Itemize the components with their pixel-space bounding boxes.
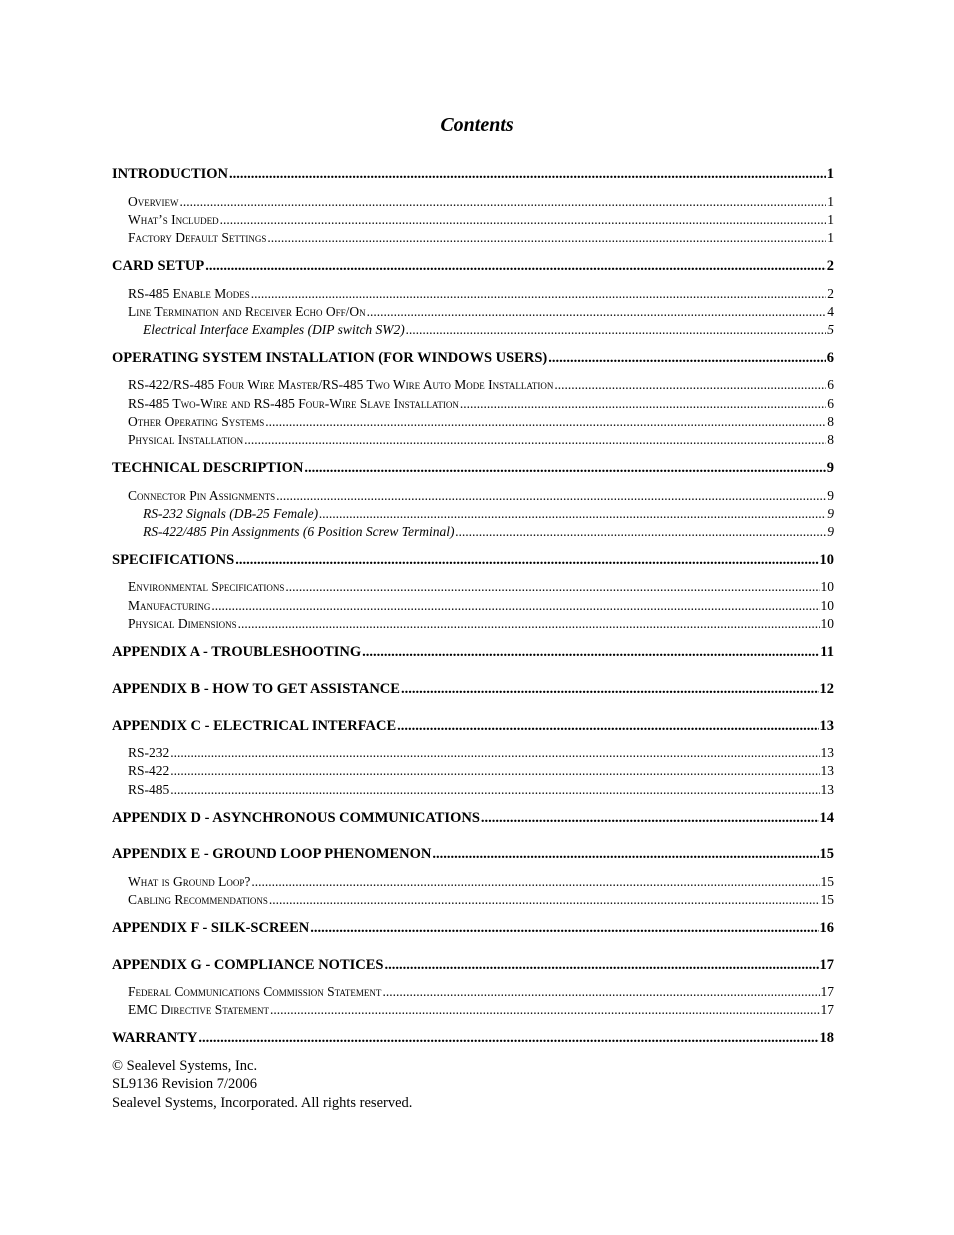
toc-entry-page: 12 xyxy=(819,681,834,697)
toc-entry-label: APPENDIX D - ASYNCHRONOUS COMMUNICATIONS xyxy=(112,810,480,826)
toc-entry-label: Overview xyxy=(128,194,179,209)
toc-entry[interactable] xyxy=(112,957,834,975)
toc-entry[interactable] xyxy=(128,230,834,246)
toc-leader-dots xyxy=(310,920,818,937)
toc-entry-page: 9 xyxy=(827,524,834,539)
toc-entry-page: 9 xyxy=(827,488,834,503)
toc-entry[interactable] xyxy=(143,322,834,338)
toc-leader-dots xyxy=(401,681,819,698)
toc-entry[interactable] xyxy=(112,718,834,736)
toc-leader-dots xyxy=(170,763,819,779)
toc-leader-dots xyxy=(367,304,827,320)
toc-entry[interactable] xyxy=(128,745,834,761)
page-title: Contents xyxy=(440,114,514,136)
toc-leader-dots xyxy=(170,745,819,761)
toc-entry-label: Cabling Recommendations xyxy=(128,892,268,907)
toc-entry[interactable] xyxy=(128,579,834,595)
toc-entry-page: 2 xyxy=(827,286,834,301)
toc-entry-page: 5 xyxy=(827,322,834,337)
toc-leader-dots xyxy=(319,506,826,522)
toc-entry-label: APPENDIX A - TROUBLESHOOTING xyxy=(112,644,362,660)
toc-entry-page: 13 xyxy=(819,718,834,734)
toc-entry-label: APPENDIX C - ELECTRICAL INTERFACE xyxy=(112,718,397,734)
footer xyxy=(112,1057,412,1112)
toc-leader-dots xyxy=(269,892,820,908)
toc-entry[interactable] xyxy=(128,194,834,210)
toc-entry-page: 1 xyxy=(827,212,834,227)
toc-entry-page: 6 xyxy=(827,396,834,411)
toc-entry-label: RS-422 xyxy=(128,763,170,778)
toc-leader-dots xyxy=(481,810,819,827)
toc-entry[interactable] xyxy=(128,396,834,412)
toc-leader-dots xyxy=(205,258,826,275)
toc-entry[interactable] xyxy=(112,846,834,864)
toc-entry[interactable] xyxy=(128,782,834,798)
toc-entry-label: Factory Default Settings xyxy=(128,230,267,245)
toc-entry-label: Federal Communications Commission Statement xyxy=(128,984,382,999)
toc-leader-dots xyxy=(406,322,826,338)
toc-entry[interactable] xyxy=(128,304,834,320)
toc-leader-dots xyxy=(385,957,819,974)
toc-entry[interactable] xyxy=(112,644,834,662)
footer-copyright: © Sealevel Systems, Inc. xyxy=(112,1058,258,1074)
toc-entry[interactable] xyxy=(143,506,834,522)
toc-entry[interactable] xyxy=(128,892,834,908)
toc-entry-page: 17 xyxy=(820,1002,834,1017)
toc-entry-label: Other Operating Systems xyxy=(128,414,265,429)
toc-entry[interactable] xyxy=(112,920,834,938)
toc-entry-label: APPENDIX G - COMPLIANCE NOTICES xyxy=(112,957,384,973)
toc-entry-label: Line Termination and Receiver Echo Off/On xyxy=(128,304,366,319)
toc-leader-dots xyxy=(397,718,818,735)
toc-entry-page: 1 xyxy=(827,230,834,245)
toc-entry-page: 8 xyxy=(827,432,834,447)
toc-leader-dots xyxy=(244,432,826,448)
toc-entry-page: 10 xyxy=(819,552,834,568)
toc-entry-page: 11 xyxy=(820,644,834,660)
toc-entry-label: What’s Included xyxy=(128,212,219,227)
toc-leader-dots xyxy=(251,874,819,890)
toc-entry-page: 6 xyxy=(827,377,834,392)
toc-entry[interactable] xyxy=(112,1030,834,1048)
toc-leader-dots xyxy=(238,616,820,632)
toc-leader-dots xyxy=(220,212,827,228)
toc-entry-label: EMC Directive Statement xyxy=(128,1002,270,1017)
toc-entry[interactable] xyxy=(112,681,834,699)
footer-revision: SL9136 Revision 7/2006 xyxy=(112,1076,258,1093)
toc-entry-label: OPERATING SYSTEM INSTALLATION (FOR WINDOWS USERS) xyxy=(112,350,548,366)
toc-entry[interactable] xyxy=(128,432,834,448)
toc-entry[interactable] xyxy=(112,810,834,828)
toc-entry-page: 14 xyxy=(819,810,834,826)
toc-entry[interactable] xyxy=(128,377,834,393)
toc-entry-page: 16 xyxy=(819,920,834,936)
toc-leader-dots xyxy=(285,579,819,595)
toc-entry-label: TECHNICAL DESCRIPTION xyxy=(112,460,304,476)
toc-entry-page: 10 xyxy=(820,598,834,613)
toc-entry-label: RS-485 Two-Wire and RS-485 Four-Wire Slave Installation xyxy=(128,396,459,411)
toc-entry-label: CARD SETUP xyxy=(112,258,205,274)
toc-entry-label: RS-232 xyxy=(128,745,170,760)
toc-entry-page: 13 xyxy=(820,763,834,778)
toc-entry-page: 1 xyxy=(827,194,834,209)
toc-entry-label: Physical Installation xyxy=(128,432,244,447)
toc-entry-page: 13 xyxy=(820,745,834,760)
toc-leader-dots xyxy=(235,552,818,569)
toc-entry-page: 9 xyxy=(827,506,834,521)
toc-entry[interactable] xyxy=(112,350,834,368)
toc-entry-label: WARRANTY xyxy=(112,1030,198,1046)
toc-entry[interactable] xyxy=(112,258,834,276)
toc-leader-dots xyxy=(251,286,826,302)
toc-leader-dots xyxy=(362,644,819,661)
toc-entry-page: 17 xyxy=(819,957,834,973)
toc-leader-dots xyxy=(270,1002,819,1018)
toc-entry[interactable] xyxy=(128,598,834,614)
toc-entry-label: SPECIFICATIONS xyxy=(112,552,235,568)
toc-entry[interactable] xyxy=(128,616,834,632)
toc-entry-label: RS-485 Enable Modes xyxy=(128,286,250,301)
toc-entry[interactable] xyxy=(128,1002,834,1018)
toc-leader-dots xyxy=(548,350,826,367)
toc-entry-page: 6 xyxy=(826,350,834,366)
toc-leader-dots xyxy=(460,396,826,412)
toc-entry-label: Connector Pin Assignments xyxy=(128,488,276,503)
toc-entry-page: 17 xyxy=(820,984,834,999)
toc-leader-dots xyxy=(211,598,819,614)
toc-entry-label: RS-422/RS-485 Four Wire Master/RS-485 Two Wire Auto Mode Installation xyxy=(128,377,554,392)
toc-entry-page: 15 xyxy=(820,892,834,907)
toc-entry-label: RS-422/485 Pin Assignments (6 Position Screw Terminal) xyxy=(143,524,455,539)
toc-leader-dots xyxy=(456,524,827,540)
toc-entry-page: 15 xyxy=(819,846,834,862)
toc-entry-label: RS-485 xyxy=(128,782,170,797)
toc-entry-label: APPENDIX F - SILK-SCREEN xyxy=(112,920,310,936)
toc-entry-page: 18 xyxy=(819,1030,834,1046)
toc-leader-dots xyxy=(229,166,826,183)
toc-entry[interactable] xyxy=(128,984,834,1000)
toc-entry[interactable] xyxy=(112,460,834,478)
toc-leader-dots xyxy=(170,782,819,798)
toc-entry[interactable] xyxy=(128,286,834,302)
toc-entry[interactable] xyxy=(128,488,834,504)
toc-entry-page: 15 xyxy=(820,874,834,889)
toc-entry[interactable] xyxy=(112,166,834,184)
toc-entry-page: 1 xyxy=(826,166,834,182)
toc-leader-dots xyxy=(180,194,827,210)
toc-leader-dots xyxy=(554,377,826,393)
toc-entry-label: Physical Dimensions xyxy=(128,616,237,631)
toc-entry[interactable] xyxy=(128,763,834,779)
toc-entry-page: 8 xyxy=(827,414,834,429)
toc-entry-label: What is Ground Loop? xyxy=(128,874,251,889)
toc-entry-label: APPENDIX B - HOW TO GET ASSISTANCE xyxy=(112,681,400,697)
toc-entry-page: 13 xyxy=(820,782,834,797)
toc-entry-label: APPENDIX E - GROUND LOOP PHENOMENON xyxy=(112,846,432,862)
toc-entry[interactable] xyxy=(128,414,834,430)
toc-leader-dots xyxy=(198,1030,818,1047)
toc-leader-dots xyxy=(276,488,826,504)
toc-entry-page: 2 xyxy=(826,258,834,274)
toc-leader-dots xyxy=(382,984,819,1000)
toc-entry-page: 9 xyxy=(826,460,834,476)
toc-entry-page: 10 xyxy=(820,579,834,594)
toc-entry[interactable] xyxy=(112,552,834,570)
toc-entry-page: 4 xyxy=(827,304,834,319)
toc-entry-label: Manufacturing xyxy=(128,598,211,613)
toc-entry[interactable] xyxy=(128,212,834,228)
toc-entry-label: Electrical Interface Examples (DIP switch SW2) xyxy=(143,322,405,337)
toc-entry-label: Environmental Specifications xyxy=(128,579,285,594)
toc-leader-dots xyxy=(267,230,826,246)
toc-entry-label: INTRODUCTION xyxy=(112,166,229,182)
toc-leader-dots xyxy=(432,846,818,863)
toc-entry[interactable] xyxy=(128,874,834,890)
toc-entry-page: 10 xyxy=(820,616,834,631)
toc-leader-dots xyxy=(304,460,825,477)
toc-leader-dots xyxy=(265,414,826,430)
footer-rights: Sealevel Systems, Incorporated. All rights reserved. xyxy=(112,1094,413,1111)
toc-entry-label: RS-232 Signals (DB-25 Female) xyxy=(143,506,319,521)
toc-entry[interactable] xyxy=(143,524,834,540)
